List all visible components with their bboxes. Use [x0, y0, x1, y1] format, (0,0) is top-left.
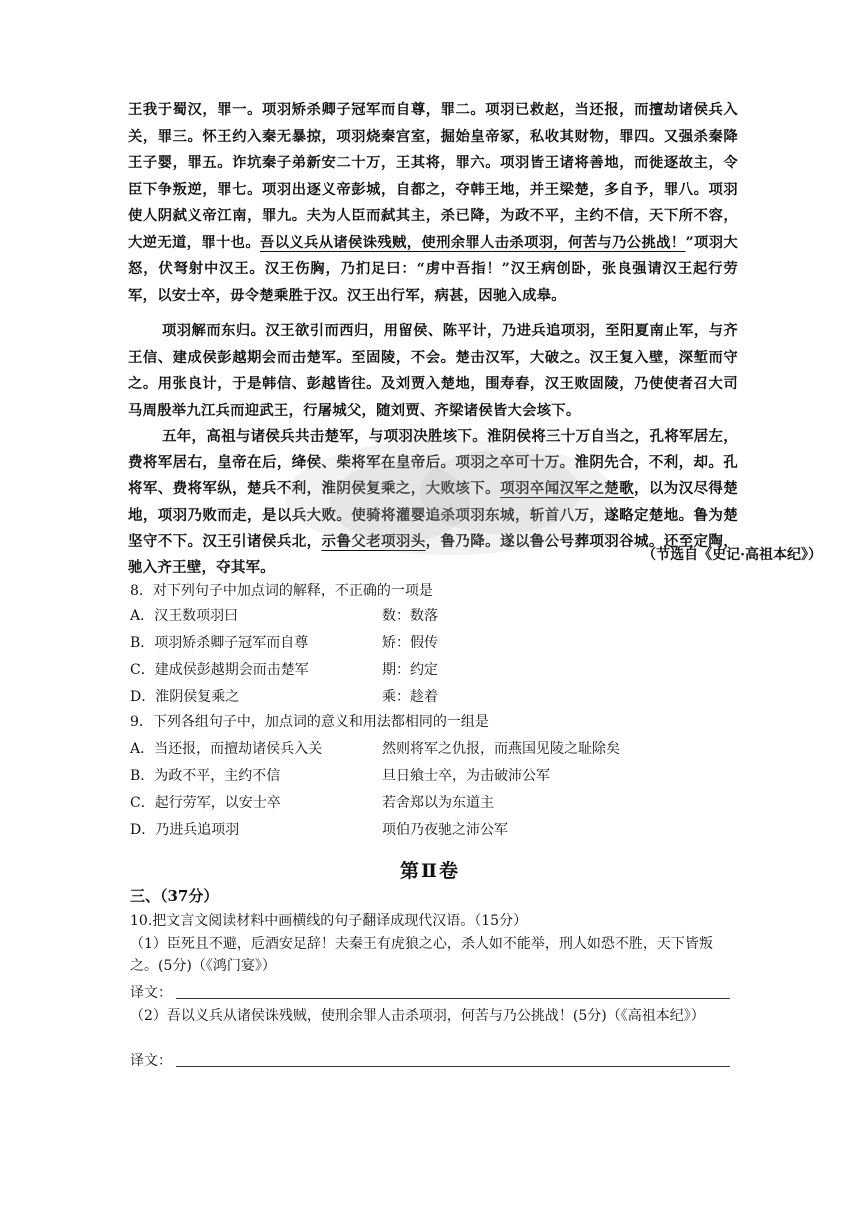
- para1-tail: ”项羽大怒，伏弩射中汉王。汉王伤胸，乃扪足曰：“虏中吾指！”汉王病创卧，张良强请汉王起行劳军，以安士卒，毋令楚乘胜于汉。汉王出行军，病甚，因驰入成皋。: [128, 234, 738, 304]
- underlined-phrase-b: 示鲁父老项羽头: [321, 532, 426, 550]
- q9-option-c: C．起行劳军，以安士卒: [130, 795, 281, 811]
- q8-option-a-gloss: 数：数落: [382, 608, 438, 624]
- para3-text-c: ，鲁乃降。遂以鲁公号葬项羽谷城。还至定陶，驰入齐王壁，夺其军。: [128, 532, 738, 577]
- q9-option-b-compare: 旦日飨士卒，为击破沛公军: [382, 768, 550, 784]
- question-8-stem: 8．对下列句子中加点词的解释，不正确的一项是: [130, 583, 433, 599]
- answer-row-1: [130, 982, 730, 1002]
- q9-option-a: A．当还报，而擅劫诸侯兵入关: [130, 741, 323, 757]
- passage-paragraph-1: [128, 97, 738, 309]
- q8-option-c-gloss: 期：约定: [382, 662, 438, 678]
- para1-text: 王我于蜀汉，罪一。项羽矫杀卿子冠军而自尊，罪二。项羽已救赵，当还报，而擅劫诸侯兵入关，罪三。怀王约入秦无暴掠，项羽烧秦宫室，掘始皇帝冢，私收其财物，罪四。又强杀秦降王子婴，罪五。诈坑秦子弟新安二十万，王其将，罪六。项羽皆王诸将善地，而徙逐故主，令臣下争叛逆，罪七。项羽出逐义帝彭城，自都之，夺韩王地，并王梁楚，多自予，罪八。项羽使人阴弑义帝江南，罪九。夫为人臣而弑其主，杀已降，为政不平，主约不信，天下所不容，大逆无道，罪十也。: [128, 102, 738, 251]
- underlined-sentence-1: 吾以义兵从诸侯诛残贼，使刑余罪人击杀项羽，何苦与乃公挑战！: [260, 234, 686, 251]
- q9-option-a-compare: 然则将军之仇报，而燕国见陵之耻除矣: [382, 741, 620, 757]
- answer-row-2: [130, 1050, 730, 1070]
- q9-option-c-compare: 若舍郑以为东道主: [382, 795, 494, 811]
- q8-option-b-gloss: 矫：假传: [382, 635, 438, 651]
- q8-option-c: C．建成侯彭越期会而击楚军: [130, 662, 309, 678]
- q8-option-a: A．汉王数项羽曰: [130, 608, 239, 624]
- answer-blank-line-1[interactable]: [176, 998, 730, 999]
- q9-option-d-compare: 项伯乃夜驰之沛公军: [382, 822, 508, 838]
- source-citation: （节选自《史记·高祖本纪》）: [642, 547, 822, 563]
- question-10-item-2: （2）吾以义兵从诸侯诛残贼，使刑余罪人击杀项羽，何苦与乃公挑战！(5分)（《高祖本纪》）: [130, 1008, 705, 1024]
- para3-text-a: 五年，高祖与诸侯兵共击楚军，与项羽决胜垓下。淮阴侯将三十万自当之，孔将军居左，费将军居右，皇帝在后，绛侯、柴将军在皇帝后。项羽之卒可十万。淮阴先合，不利，却。孔将军、费将军纵，楚兵不利，淮阴侯复乘之，大败垓下。: [128, 428, 738, 498]
- para3-text-b: ，以为汉尽得楚地，项羽乃败而走，是以兵大败。使骑将灌婴追杀项羽东城，斩首八万，遂略定楚地。鲁为楚坚守不下。汉王引诸侯兵北，: [128, 480, 738, 550]
- answer-label-1: 译文：: [130, 985, 172, 1001]
- q8-option-b: B．项羽矫杀卿子冠军而自尊: [130, 635, 309, 651]
- q9-option-b: B．为政不平，主约不信: [130, 768, 281, 784]
- section-3-heading: 三、（37分）: [130, 887, 219, 905]
- underlined-phrase-a: 项羽卒闻汉军之楚歌: [500, 480, 634, 498]
- q9-option-d: D．乃进兵追项羽: [130, 822, 240, 838]
- question-9-stem: 9．下列各组句子中，加点词的意义和用法都相同的一组是: [130, 714, 489, 730]
- q8-option-d: D．淮阴侯复乘之: [130, 689, 240, 705]
- q8-option-d-gloss: 乘：趁着: [382, 689, 438, 705]
- question-10-item-1: （1）臣死且不避，卮酒安足辞！夫秦王有虎狼之心，杀人如不能举，刑人如恐不胜，天下皆叛之。(5分)（《鸿门宴》）: [130, 936, 713, 974]
- answer-blank-line-2[interactable]: [176, 1066, 730, 1067]
- answer-label-2: 译文：: [130, 1053, 172, 1069]
- passage-paragraph-2: 项羽解而东归。汉王欲引而西归，用留侯、陈平计，乃进兵追项羽，至阳夏南止军，与齐王信、建成侯彭越期会而击楚军。至固陵，不会。楚击汉军，大破之。汉王复入壁，深堑而守之。用张良计，于是韩信、彭越皆往。及刘贾入楚地，围寿春，汉王败固陵，乃使使者召大司马周殷举九江兵而迎武王，行屠城父，随刘贾、齐梁诸侯皆大会垓下。: [128, 323, 738, 419]
- part-2-title: 第Ⅱ卷: [399, 860, 460, 882]
- question-10-stem: 10.把文言文阅读材料中画横线的句子翻译成现代汉语。（15分）: [130, 913, 528, 929]
